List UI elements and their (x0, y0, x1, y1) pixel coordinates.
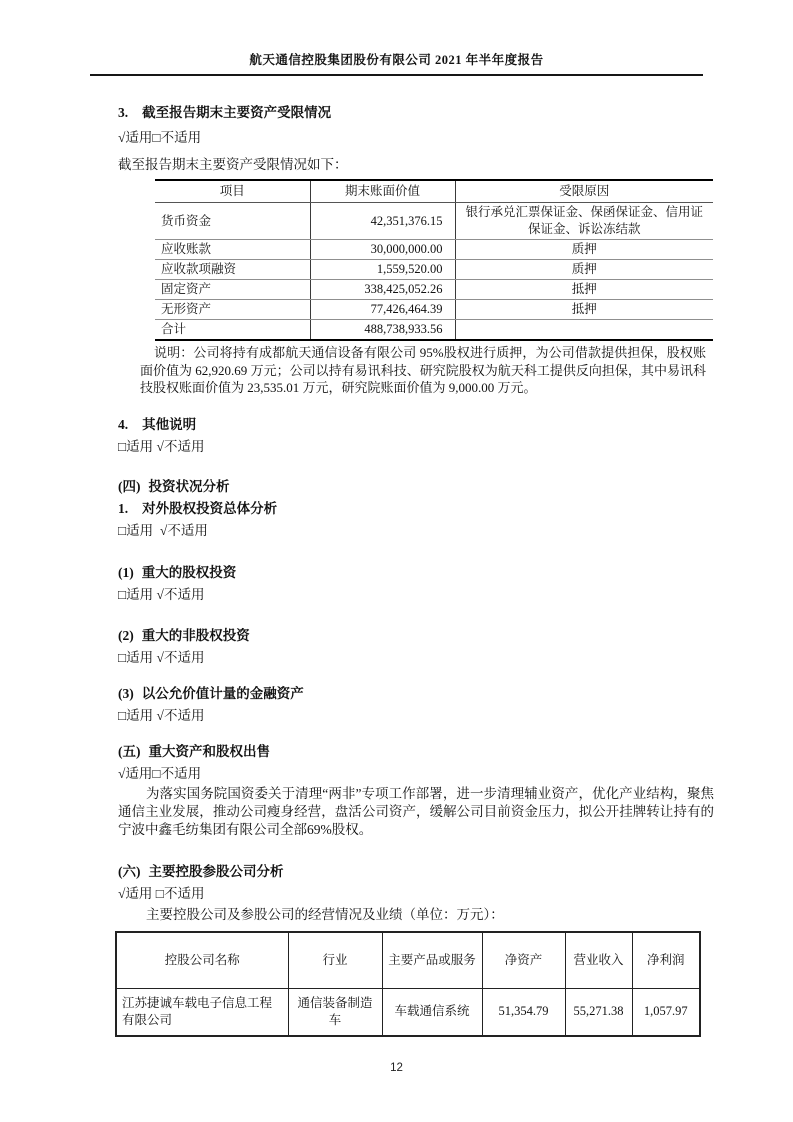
table-total-row (155, 320, 713, 341)
table-cell: 51,354.79 (482, 989, 565, 1036)
table-cell: 55,271.38 (565, 989, 632, 1036)
table-cell: 应收账款 (155, 240, 310, 260)
item-2-applicability: □适用 √不适用 (118, 649, 205, 665)
column-header: 净利润 (632, 932, 700, 989)
report-header-title: 航天通信控股集团股份有限公司 2021 年半年度报告 (249, 53, 544, 67)
table-cell: 77,426,464.39 (310, 300, 455, 320)
item-1-number: (1) (118, 564, 134, 580)
section-four-number: (四) (118, 478, 141, 494)
sub1-applicability: □适用 √不适用 (118, 522, 208, 538)
section-five-number: (五) (118, 743, 141, 759)
item-3-applicability: □适用 √不适用 (118, 707, 205, 723)
table-row (155, 240, 713, 260)
table-cell: 应收款项融资 (155, 260, 310, 280)
table-cell: 银行承兑汇票保证金、保函保证金、信用证保证金、诉讼冻结款 (455, 203, 713, 240)
table-cell: 车载通信系统 (382, 989, 482, 1036)
table-cell: 1,057.97 (632, 989, 700, 1036)
sub1-title: 对外股权投资总体分析 (142, 500, 278, 516)
column-header: 营业收入 (565, 932, 632, 989)
table-row (155, 260, 713, 280)
table-row (155, 300, 713, 320)
column-header: 行业 (288, 932, 382, 989)
section-five-heading (118, 741, 712, 763)
section-five-applicability: √适用□不适用 (118, 765, 202, 781)
column-header: 控股公司名称 (116, 932, 288, 989)
item-3-title: 以公允价值计量的金融资产 (141, 685, 304, 701)
section-five-paragraph: 为落实国务院国资委关于清理“两非”专项工作部署，进一步清理辅业资产，优化产业结构，聚焦通信主业发展，推动公司瘦身经营，盘活公司资产，缓解公司目前资金压力，拟公开挂牌转让持有的宁波中鑫毛纺集团有限公司全部69%股权。 (118, 785, 714, 837)
section-six-number: (六) (118, 863, 141, 879)
table-cell: 488,738,933.56 (310, 320, 455, 341)
header-divider (90, 74, 703, 76)
section-4-number: 4. (118, 416, 129, 432)
table-header-row (116, 932, 700, 989)
section-five-title: 重大资产和股权出售 (148, 743, 270, 759)
table-cell: 抵押 (455, 280, 713, 300)
restricted-assets-table (155, 179, 713, 341)
section-3-title: 截至报告期末主要资产受限情况 (142, 105, 332, 120)
item-2-number: (2) (118, 627, 134, 643)
page-number: 12 (390, 1062, 403, 1074)
table-cell: 无形资产 (155, 300, 310, 320)
table-header-row (155, 180, 713, 203)
column-header: 项目 (155, 180, 310, 203)
section-six-heading (118, 861, 712, 883)
section-4-heading (118, 414, 712, 436)
table-cell: 固定资产 (155, 280, 310, 300)
section-four-heading (118, 476, 712, 498)
item-1-title: 重大的股权投资 (141, 564, 237, 580)
section-six-intro: 主要控股公司及参股公司的经营情况及业绩（单位：万元）： (146, 906, 504, 922)
item-3-number: (3) (118, 685, 134, 701)
table-cell: 货币资金 (155, 203, 310, 240)
table-cell: 抵押 (455, 300, 713, 320)
table-cell (455, 320, 713, 341)
section-3-heading (118, 102, 712, 124)
section-four-sub1-heading (118, 498, 712, 520)
table-cell: 1,559,520.00 (310, 260, 455, 280)
table-cell: 质押 (455, 260, 713, 280)
item-1-heading (118, 562, 712, 584)
table-row (155, 280, 713, 300)
section-six-title: 主要控股参股公司分析 (148, 863, 284, 879)
column-header: 主要产品或服务 (382, 932, 482, 989)
section-four-title: 投资状况分析 (148, 478, 230, 494)
subsidiaries-table (115, 931, 701, 1037)
section-3-number: 3. (118, 105, 129, 120)
table-cell: 42,351,376.15 (310, 203, 455, 240)
item-1-applicability: □适用 √不适用 (118, 586, 205, 602)
section-4-title: 其他说明 (142, 416, 197, 432)
section-3-applicability: √适用□不适用 (118, 130, 202, 145)
section-six-applicability: √适用 □不适用 (118, 885, 205, 901)
table-cell: 338,425,052.26 (310, 280, 455, 300)
table-cell: 质押 (455, 240, 713, 260)
sub1-number: 1. (118, 500, 129, 516)
table-cell: 30,000,000.00 (310, 240, 455, 260)
page-content (0, 102, 793, 1037)
section-3-intro: 截至报告期末主要资产受限情况如下： (118, 157, 348, 172)
table-row (116, 989, 700, 1036)
column-header: 净资产 (482, 932, 565, 989)
item-2-title: 重大的非股权投资 (141, 627, 250, 643)
column-header: 期末账面价值 (310, 180, 455, 203)
table-cell: 江苏捷诚车载电子信息工程有限公司 (116, 989, 288, 1036)
table-cell: 合计 (161, 322, 187, 336)
item-2-heading (118, 625, 712, 647)
table-row (155, 203, 713, 240)
column-header: 受限原因 (455, 180, 713, 203)
section-4-applicability: □适用 √不适用 (118, 438, 205, 454)
table-cell: 通信装备制造车 (288, 989, 382, 1036)
item-3-heading (118, 683, 712, 705)
section-3-note: 说明：公司将持有成都航天通信设备有限公司 95%股权进行质押，为公司借款提供担保，股权账面价值为 62,920.69 万元；公司以持有易讯科技、研究院股权为航天科工提供反向担保，其中易讯科技股权账面价值为 23,535.01 万元，研究院账面价值为 9,000.00 万元。 (140, 345, 706, 395)
